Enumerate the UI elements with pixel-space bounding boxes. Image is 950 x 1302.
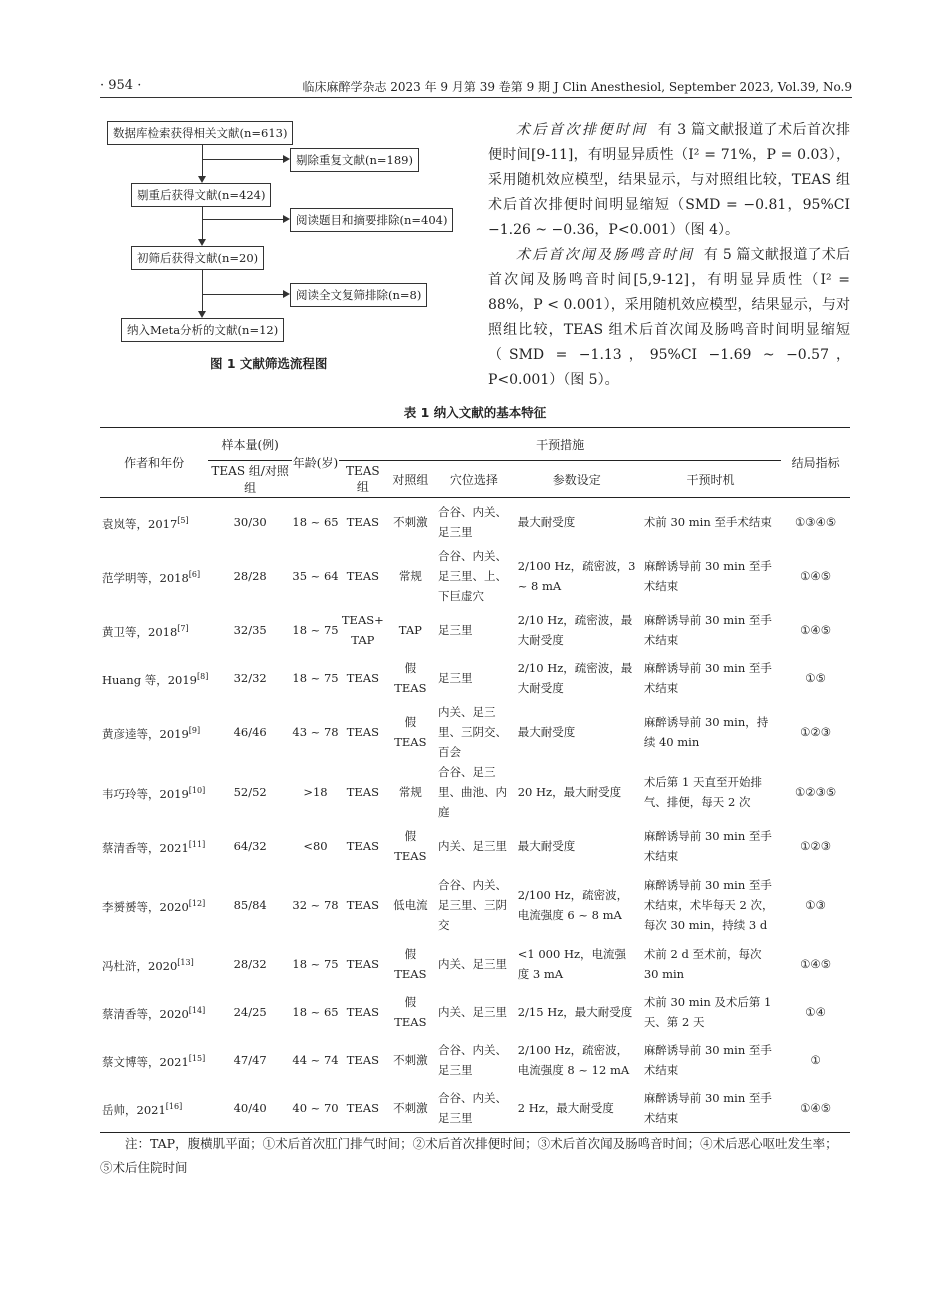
author-cell: 蔡清香等，2020[14] (102, 1005, 206, 1021)
author-cell: 蔡清香等，2021[11] (102, 839, 206, 855)
citation-ref: [14] (188, 1005, 206, 1015)
table-row (100, 654, 850, 702)
header-rule (100, 97, 852, 98)
outcome-cell: ①④⑤ (800, 957, 832, 971)
age-cell: 18 ~ 65 (292, 1005, 339, 1019)
col-params: 参数设定 (514, 461, 640, 498)
params-cell: 2 Hz，最大耐受度 (514, 1084, 640, 1133)
flow-connector (202, 269, 203, 312)
characteristics-table (100, 427, 850, 1133)
sample-cell: 32/35 (233, 623, 267, 637)
sample-cell: 24/25 (233, 1005, 267, 1019)
params-cell: 2/100 Hz，疏密波，电流强度 6 ~ 8 mA (517, 888, 629, 922)
sample-cell: 52/52 (233, 785, 267, 799)
flow-box-title-abstract: 阅读题目和摘要排除(n=404) (290, 208, 453, 232)
outcome-cell: ①②③ (800, 839, 832, 853)
params-cell: 2/15 Hz，最大耐受度 (517, 1005, 633, 1019)
control-cell: 假 TEAS (394, 661, 427, 695)
table-row (100, 870, 850, 940)
outcome-cell: ①③ (805, 898, 826, 912)
control-cell: 常规 (398, 569, 422, 583)
age-cell: <80 (303, 839, 328, 853)
age-cell: 18 ~ 75 (292, 957, 339, 971)
table-row (100, 940, 850, 988)
control-cell: 常规 (398, 785, 422, 799)
timing-cell: 术前 30 min 至手术结束 (643, 515, 772, 529)
timing-cell: 麻醉诱导前 30 min 至手术结束 (643, 661, 772, 695)
age-cell: 43 ~ 78 (292, 725, 339, 739)
table-row (100, 988, 850, 1036)
citation-ref: [6] (188, 569, 201, 579)
timing-cell: 麻醉诱导前 30 min 至手术结束 (643, 829, 772, 863)
citation-ref: [16] (165, 1101, 183, 1111)
table-body (100, 498, 850, 1133)
teas-cell: TEAS (346, 725, 379, 739)
flow-connector (202, 294, 283, 295)
timing-cell: 麻醉诱导前 30 min 至手术结束 (643, 559, 772, 593)
teas-cell: TEAS (346, 515, 379, 529)
age-cell: 18 ~ 75 (292, 671, 339, 685)
citation-ref: [9] (188, 725, 201, 735)
author-cell: 袁岚等，2017[5] (102, 515, 189, 531)
col-points: 穴位选择 (434, 461, 514, 498)
author-cell: 蔡文博等，2021[15] (102, 1053, 206, 1069)
sample-cell: 64/32 (233, 839, 267, 853)
age-cell: 40 ~ 70 (292, 1084, 339, 1133)
flow-box-included: 纳入Meta分析的文献(n=12) (121, 318, 284, 342)
table-row (100, 606, 850, 654)
age-cell: 18 ~ 75 (292, 623, 339, 637)
teas-cell: TEAS (346, 1053, 379, 1067)
points-cell: 足三里 (437, 623, 473, 637)
points-cell: 内关、足三里 (437, 839, 507, 853)
teas-cell: TEAS (346, 898, 379, 912)
col-age: 年龄(岁) (292, 428, 339, 498)
teas-cell: TEAS (346, 839, 379, 853)
flow-connector (202, 159, 283, 160)
arrow-right-icon (283, 290, 290, 298)
timing-cell: 麻醉诱导前 30 min 至手术结束 (640, 1084, 781, 1133)
arrow-right-icon (283, 155, 290, 163)
control-cell: 假 TEAS (394, 715, 427, 749)
flow-box-after-dedup: 剔重后获得文献(n=424) (131, 183, 271, 207)
author-cell: Huang 等，2019[8] (102, 671, 209, 687)
timing-cell: 麻醉诱导前 30 min 至手术结束 (643, 1043, 772, 1077)
params-cell: 2/100 Hz，疏密波，3 ~ 8 mA (517, 559, 636, 593)
flow-box-fulltext: 阅读全文复筛排除(n=8) (290, 283, 427, 307)
paragraph: 术后首次闻及肠鸣音时间 有 5 篇文献报道了术后首次闻及肠鸣音时间[5,9-12]，有明显异质性（I² = 88%，P < 0.001），采用随机效应模型，结果显示，与对照组比较，TEAS 组术后首次闻及肠鸣音时间明显缩短（SMD = −1.13，95%CI −1.69 ~ −0.57，P<0.001）（图 5）。 (488, 247, 851, 388)
teas-cell: TEAS+ TAP (341, 613, 384, 647)
arrow-down-icon (198, 239, 206, 246)
outcome-cell: ①②③⑤ (794, 785, 837, 799)
table-row (100, 1036, 850, 1084)
flow-connector (202, 206, 203, 240)
author-cell: 冯杜浒，2020[13] (102, 957, 194, 973)
col-sample-sub: TEAS 组/对照组 (208, 461, 292, 498)
control-cell: TAP (398, 623, 422, 637)
control-cell: 不刺激 (393, 515, 428, 529)
citation-ref: [10] (188, 785, 206, 795)
control-cell: 低电流 (393, 898, 428, 912)
flow-connector (202, 219, 283, 220)
journal-header: 临床麻醉学杂志 2023 年 9 月第 39 卷第 9 期 J Clin Anesthesiol, September 2023, Vol.39, No.9 (302, 80, 852, 94)
table-caption: 表 1 纳入文献的基本特征 (403, 405, 547, 420)
teas-cell: TEAS (346, 785, 379, 799)
col-timing: 干预时机 (640, 461, 781, 498)
col-teas: TEAS 组 (339, 461, 387, 498)
points-cell: 足三里 (437, 671, 473, 685)
col-outcome: 结局指标 (781, 428, 850, 498)
table-row (100, 498, 850, 547)
age-cell: 44 ~ 74 (292, 1053, 339, 1067)
flow-box-duplicates: 剔除重复文献(n=189) (290, 148, 419, 172)
paragraph: 术后首次排便时间 有 3 篇文献报道了术后首次排便时间[9-11]，有明显异质性（I² = 71%，P = 0.03），采用随机效应模型，结果显示，与对照组比较，TEAS 组术后首次排便时间明显缩短（SMD = −0.81，95%CI −1.26 ~ −0.36，P<0.001）（图 4）。 (488, 122, 851, 238)
table-row (100, 546, 850, 606)
params-cell: 2/10 Hz，疏密波，最大耐受度 (517, 661, 633, 695)
figure-caption: 图 1 文献筛选流程图 (210, 356, 328, 371)
sample-cell: 28/32 (233, 957, 267, 971)
control-cell: 假 TEAS (394, 947, 427, 981)
table-row (100, 762, 850, 822)
points-cell: 内关、足三里 (437, 1005, 507, 1019)
outcome-cell: ①④⑤ (781, 1084, 850, 1133)
teas-cell: TEAS (346, 671, 379, 685)
timing-cell: 术前 30 min 及术后第 1 天、第 2 天 (643, 995, 772, 1029)
citation-ref: [12] (188, 898, 206, 908)
citation-ref: [11] (188, 839, 206, 849)
author-cell: 韦巧玲等，2019[10] (102, 785, 206, 801)
points-cell: 合谷、内关、足三里 (437, 505, 507, 539)
citation-ref: [5] (177, 515, 189, 525)
timing-cell: 术后第 1 天直至开始排气、排便，每天 2 次 (643, 775, 762, 809)
author-cell: 范学明等，2018[6] (102, 569, 201, 585)
outcome-cell: ①③④⑤ (794, 515, 837, 529)
points-cell: 内关、足三里、三阴交、百会 (437, 705, 507, 759)
points-cell: 合谷、内关、足三里 (434, 1084, 514, 1133)
teas-cell: TEAS (346, 1005, 379, 1019)
points-cell: 合谷、内关、足三里、上、下巨虚穴 (437, 549, 507, 603)
points-cell: 合谷、内关、足三里 (437, 1043, 507, 1077)
params-cell: 2/100 Hz，疏密波，电流强度 8 ~ 12 mA (517, 1043, 630, 1077)
params-cell: 20 Hz，最大耐受度 (517, 785, 622, 799)
citation-ref: [15] (188, 1053, 206, 1063)
flow-box-search: 数据库检索获得相关文献(n=613) (107, 121, 293, 145)
params-cell: <1 000 Hz，电流强度 3 mA (517, 947, 627, 981)
control-cell: 不刺激 (393, 1053, 428, 1067)
timing-cell: 麻醉诱导前 30 min 至手术结束，术毕每天 2 次，每次 30 min，持续 3 d (643, 878, 774, 932)
age-cell: 32 ~ 78 (292, 898, 339, 912)
arrow-down-icon (198, 176, 206, 183)
outcome-cell: ①⑤ (805, 671, 826, 685)
col-author: 作者和年份 (100, 428, 208, 498)
table-row (100, 822, 850, 870)
table-row (100, 1084, 850, 1133)
outcome-cell: ①④⑤ (800, 569, 832, 583)
arrow-right-icon (283, 215, 290, 223)
age-cell: 18 ~ 65 (292, 515, 339, 529)
timing-cell: 术前 2 d 至术前，每次 30 min (643, 947, 762, 981)
author-cell: 岳帅，2021[16] (100, 1084, 208, 1133)
control-cell: 不刺激 (387, 1084, 434, 1133)
params-cell: 2/10 Hz，疏密波，最大耐受度 (517, 613, 633, 647)
timing-cell: 麻醉诱导前 30 min，持续 40 min (643, 715, 769, 749)
citation-ref: [13] (177, 957, 194, 967)
sample-cell: 28/28 (233, 569, 267, 583)
col-intervention: 干预措施 (339, 428, 781, 461)
flow-connector (202, 144, 203, 177)
points-cell: 内关、足三里 (437, 957, 507, 971)
points-cell: 合谷、足三里、曲池、内庭 (437, 765, 507, 819)
params-cell: 最大耐受度 (517, 515, 576, 529)
citation-ref: [8] (196, 671, 209, 681)
table-row (100, 702, 850, 762)
author-cell: 黄彦逵等，2019[9] (102, 725, 201, 741)
control-cell: 假 TEAS (394, 995, 427, 1029)
params-cell: 最大耐受度 (517, 839, 576, 853)
control-cell: 假 TEAS (394, 829, 427, 863)
page-number: · 954 · (100, 78, 142, 93)
teas-cell: TEAS (346, 957, 379, 971)
sample-cell: 85/84 (233, 898, 267, 912)
body-text (488, 118, 850, 393)
sample-cell: 46/46 (233, 725, 267, 739)
col-control: 对照组 (387, 461, 434, 498)
arrow-down-icon (198, 311, 206, 318)
sample-cell: 32/32 (233, 671, 267, 685)
sample-cell: 30/30 (233, 515, 267, 529)
sample-cell: 47/47 (233, 1053, 267, 1067)
col-sample: 样本量(例) (208, 428, 292, 461)
points-cell: 合谷、内关、足三里、三阴交 (437, 878, 507, 932)
outcome-cell: ①④ (805, 1005, 826, 1019)
flow-box-screened: 初筛后获得文献(n=20) (131, 246, 264, 270)
teas-cell: TEAS (339, 1084, 387, 1133)
author-cell: 李赟赟等，2020[12] (102, 898, 206, 914)
age-cell: >18 (303, 785, 328, 799)
outcome-cell: ①④⑤ (800, 623, 832, 637)
outcome-cell: ①②③ (800, 725, 832, 739)
sample-cell: 40/40 (208, 1084, 292, 1133)
timing-cell: 麻醉诱导前 30 min 至手术结束 (643, 613, 772, 647)
table-note: 注：TAP，腹横肌平面；①术后首次肛门排气时间；②术后首次排便时间；③术后首次闻及肠鸣音时间；④术后恶心呕吐发生率；⑤术后住院时间 (100, 1136, 838, 1175)
age-cell: 35 ~ 64 (292, 569, 339, 583)
teas-cell: TEAS (346, 569, 379, 583)
params-cell: 最大耐受度 (517, 725, 576, 739)
outcome-cell: ① (810, 1053, 821, 1067)
citation-ref: [7] (177, 623, 189, 633)
author-cell: 黄卫等，2018[7] (102, 623, 189, 639)
